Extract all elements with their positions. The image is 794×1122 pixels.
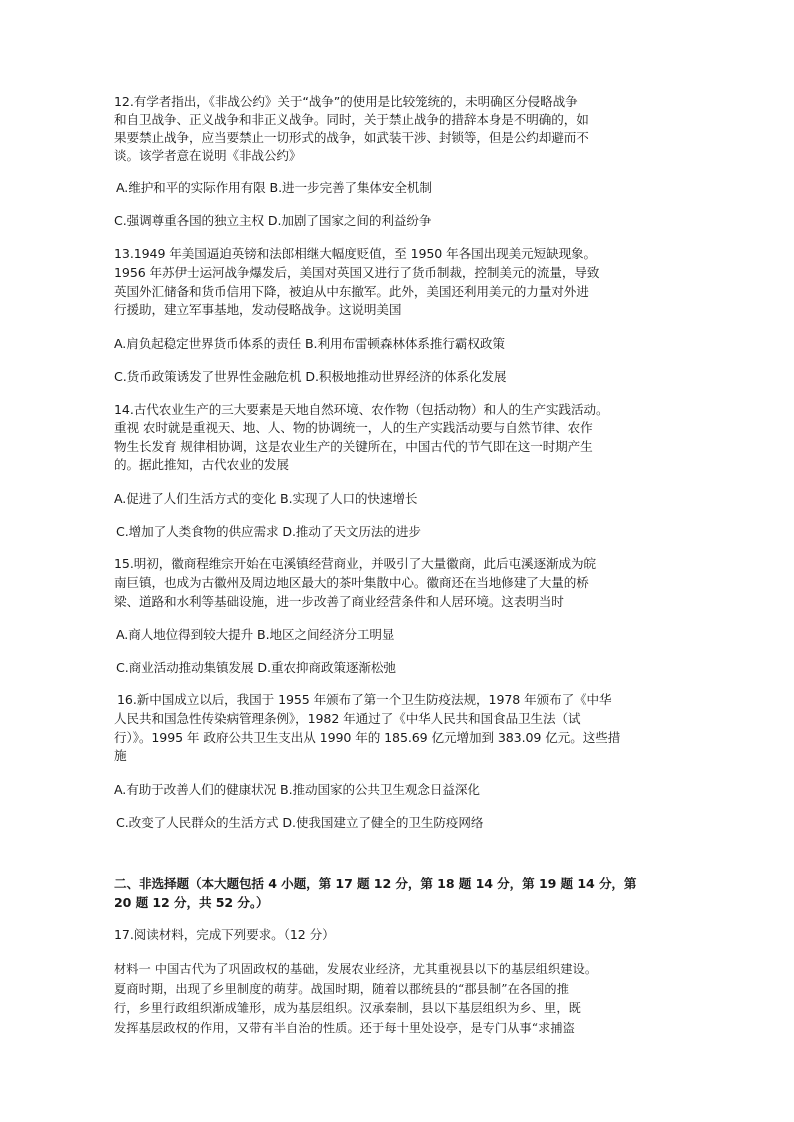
- q17-material-line-1: 材料一 中国古代为了巩固政权的基础，发展农业经济，尤其重视县以下的基层组织建设。: [114, 962, 598, 976]
- q14-stem-line-3: 物生长发育 规律相协调，这是农业生产的关键所在，中国古代的节气即在这一时期产生: [114, 439, 593, 454]
- q15-stem-line-3: 梁、道路和水利等基础设施，进一步改善了商业经营条件和人居环境。这表明当时: [114, 594, 564, 609]
- q16-stem-line-2: 人民共和国急性传染病管理条例》，1982 年通过了《中华人民共和国食品卫生法（试: [114, 711, 581, 726]
- q12-stem-line-1: 12.有学者指出，《非战公约》关于“战争”的使用是比较笼统的，未明确区分侵略战争: [114, 94, 578, 109]
- q13-stem-line-2: 1956 年苏伊士运河战争爆发后，美国对英国又进行了货币制裁，控制美元的流量，导致: [114, 265, 600, 280]
- q14-stem-line-2: 重视 农时就是重视天、地、人、物的协调统一，人的生产实践活动要与自然节律、农作: [114, 420, 593, 435]
- q17-material-line-3: 行，乡里行政组织渐成雏形，成为基层组织。汉承秦制，县以下基层组织为乡、里，既: [114, 1001, 581, 1015]
- section2-heading-line-2: 20 题 12 分，共 52 分。）: [114, 895, 269, 910]
- q16-stem-line-3: 行）》。1995 年 政府公共卫生支出从 1990 年的 185.69 亿元增加到 383.09 亿元。这些措: [114, 730, 621, 745]
- q12-stem-line-3: 果要禁止战争，应当要禁止一切形式的战争，如武装干涉、封锁等，但是公约却避而不: [114, 130, 589, 145]
- q14-option-cd: C.增加了人类食物的供应需求 D.推动了天文历法的进步: [116, 524, 421, 539]
- q13-option-cd: C.货币政策诱发了世界性金融危机 D.积极地推动世界经济的体系化发展: [114, 369, 507, 384]
- q17-material-line-2: 夏商时期，出现了乡里制度的萌芽。战国时期，随着以郡统县的“郡县制”在各国的推: [114, 982, 570, 996]
- q14-stem-line-1: 14.古代农业生产的三大要素是天地自然环境、农作物（包括动物）和人的生产实践活动。: [114, 402, 609, 417]
- q13-option-ab: A.肩负起稳定世界货币体系的责任 B.利用布雷顿森林体系推行霸权政策: [114, 336, 505, 351]
- q13-stem-line-1: 13.1949 年美国逼迫英镑和法郎相继大幅度贬值，至 1950 年各国出现美元短缺现象。: [114, 246, 597, 261]
- q12-stem-line-2: 和自卫战争、正义战争和非正义战争。同时，关于禁止战争的措辞本身是不明确的，如: [114, 112, 589, 127]
- q14-stem-line-4: 的。据此推知，古代农业的发展: [114, 457, 289, 472]
- q16-option-cd: C.改变了人民群众的生活方式 D.使我国建立了健全的卫生防疫网络: [116, 815, 484, 830]
- q13-stem-line-4: 行援助，建立军事基地，发动侵略战争。这说明美国: [114, 302, 402, 317]
- q16-stem-line-4: 施: [114, 748, 127, 763]
- q15-stem-line-1: 15.明初，徽商程维宗开始在屯溪镇经营商业，并吸引了大量徽商，此后屯溪逐渐成为皖: [114, 556, 596, 571]
- q12-stem-line-4: 谈。该学者意在说明《非战公约》: [114, 148, 302, 163]
- section2-heading-line-1: 二、非选择题（本大题包括 4 小题，第 17 题 12 分，第 18 题 14 分，第 19 题 14 分，第: [114, 876, 637, 891]
- q17-intro: 17.阅读材料，完成下列要求。（12 分）: [114, 927, 335, 942]
- q12-option-ab: A.维护和平的实际作用有限 B.进一步完善了集体安全机制: [116, 180, 432, 195]
- q15-option-cd: C.商业活动推动集镇发展 D.重农抑商政策逐渐松弛: [116, 660, 396, 675]
- q12-option-cd: C.强调尊重各国的独立主权 D.加剧了国家之间的利益纷争: [114, 213, 432, 228]
- q15-stem-line-2: 南巨镇，也成为古徽州及周边地区最大的茶叶集散中心。徽商还在当地修建了大量的桥: [114, 575, 589, 590]
- q14-option-ab: A.促进了人们生活方式的变化 B.实现了人口的快速增长: [114, 491, 418, 506]
- q16-option-ab: A.有助于改善人们的健康状况 B.推动国家的公共卫生观念日益深化: [114, 782, 480, 797]
- q13-stem-line-3: 英国外汇储备和货币信用下降，被迫从中东撤军。此外，美国还利用美元的力量对外进: [114, 284, 589, 299]
- q17-material-line-4: 发挥基层政权的作用，又带有半自治的性质。还于每十里处设亭，是专门从事“求捕盗: [114, 1021, 575, 1035]
- q15-option-ab: A.商人地位得到较大提升 B.地区之间经济分工明显: [116, 627, 395, 642]
- q16-stem-line-1: 16.新中国成立以后，我国于 1955 年颁布了第一个卫生防疫法规，1978 年颁布了《中华: [117, 692, 612, 707]
